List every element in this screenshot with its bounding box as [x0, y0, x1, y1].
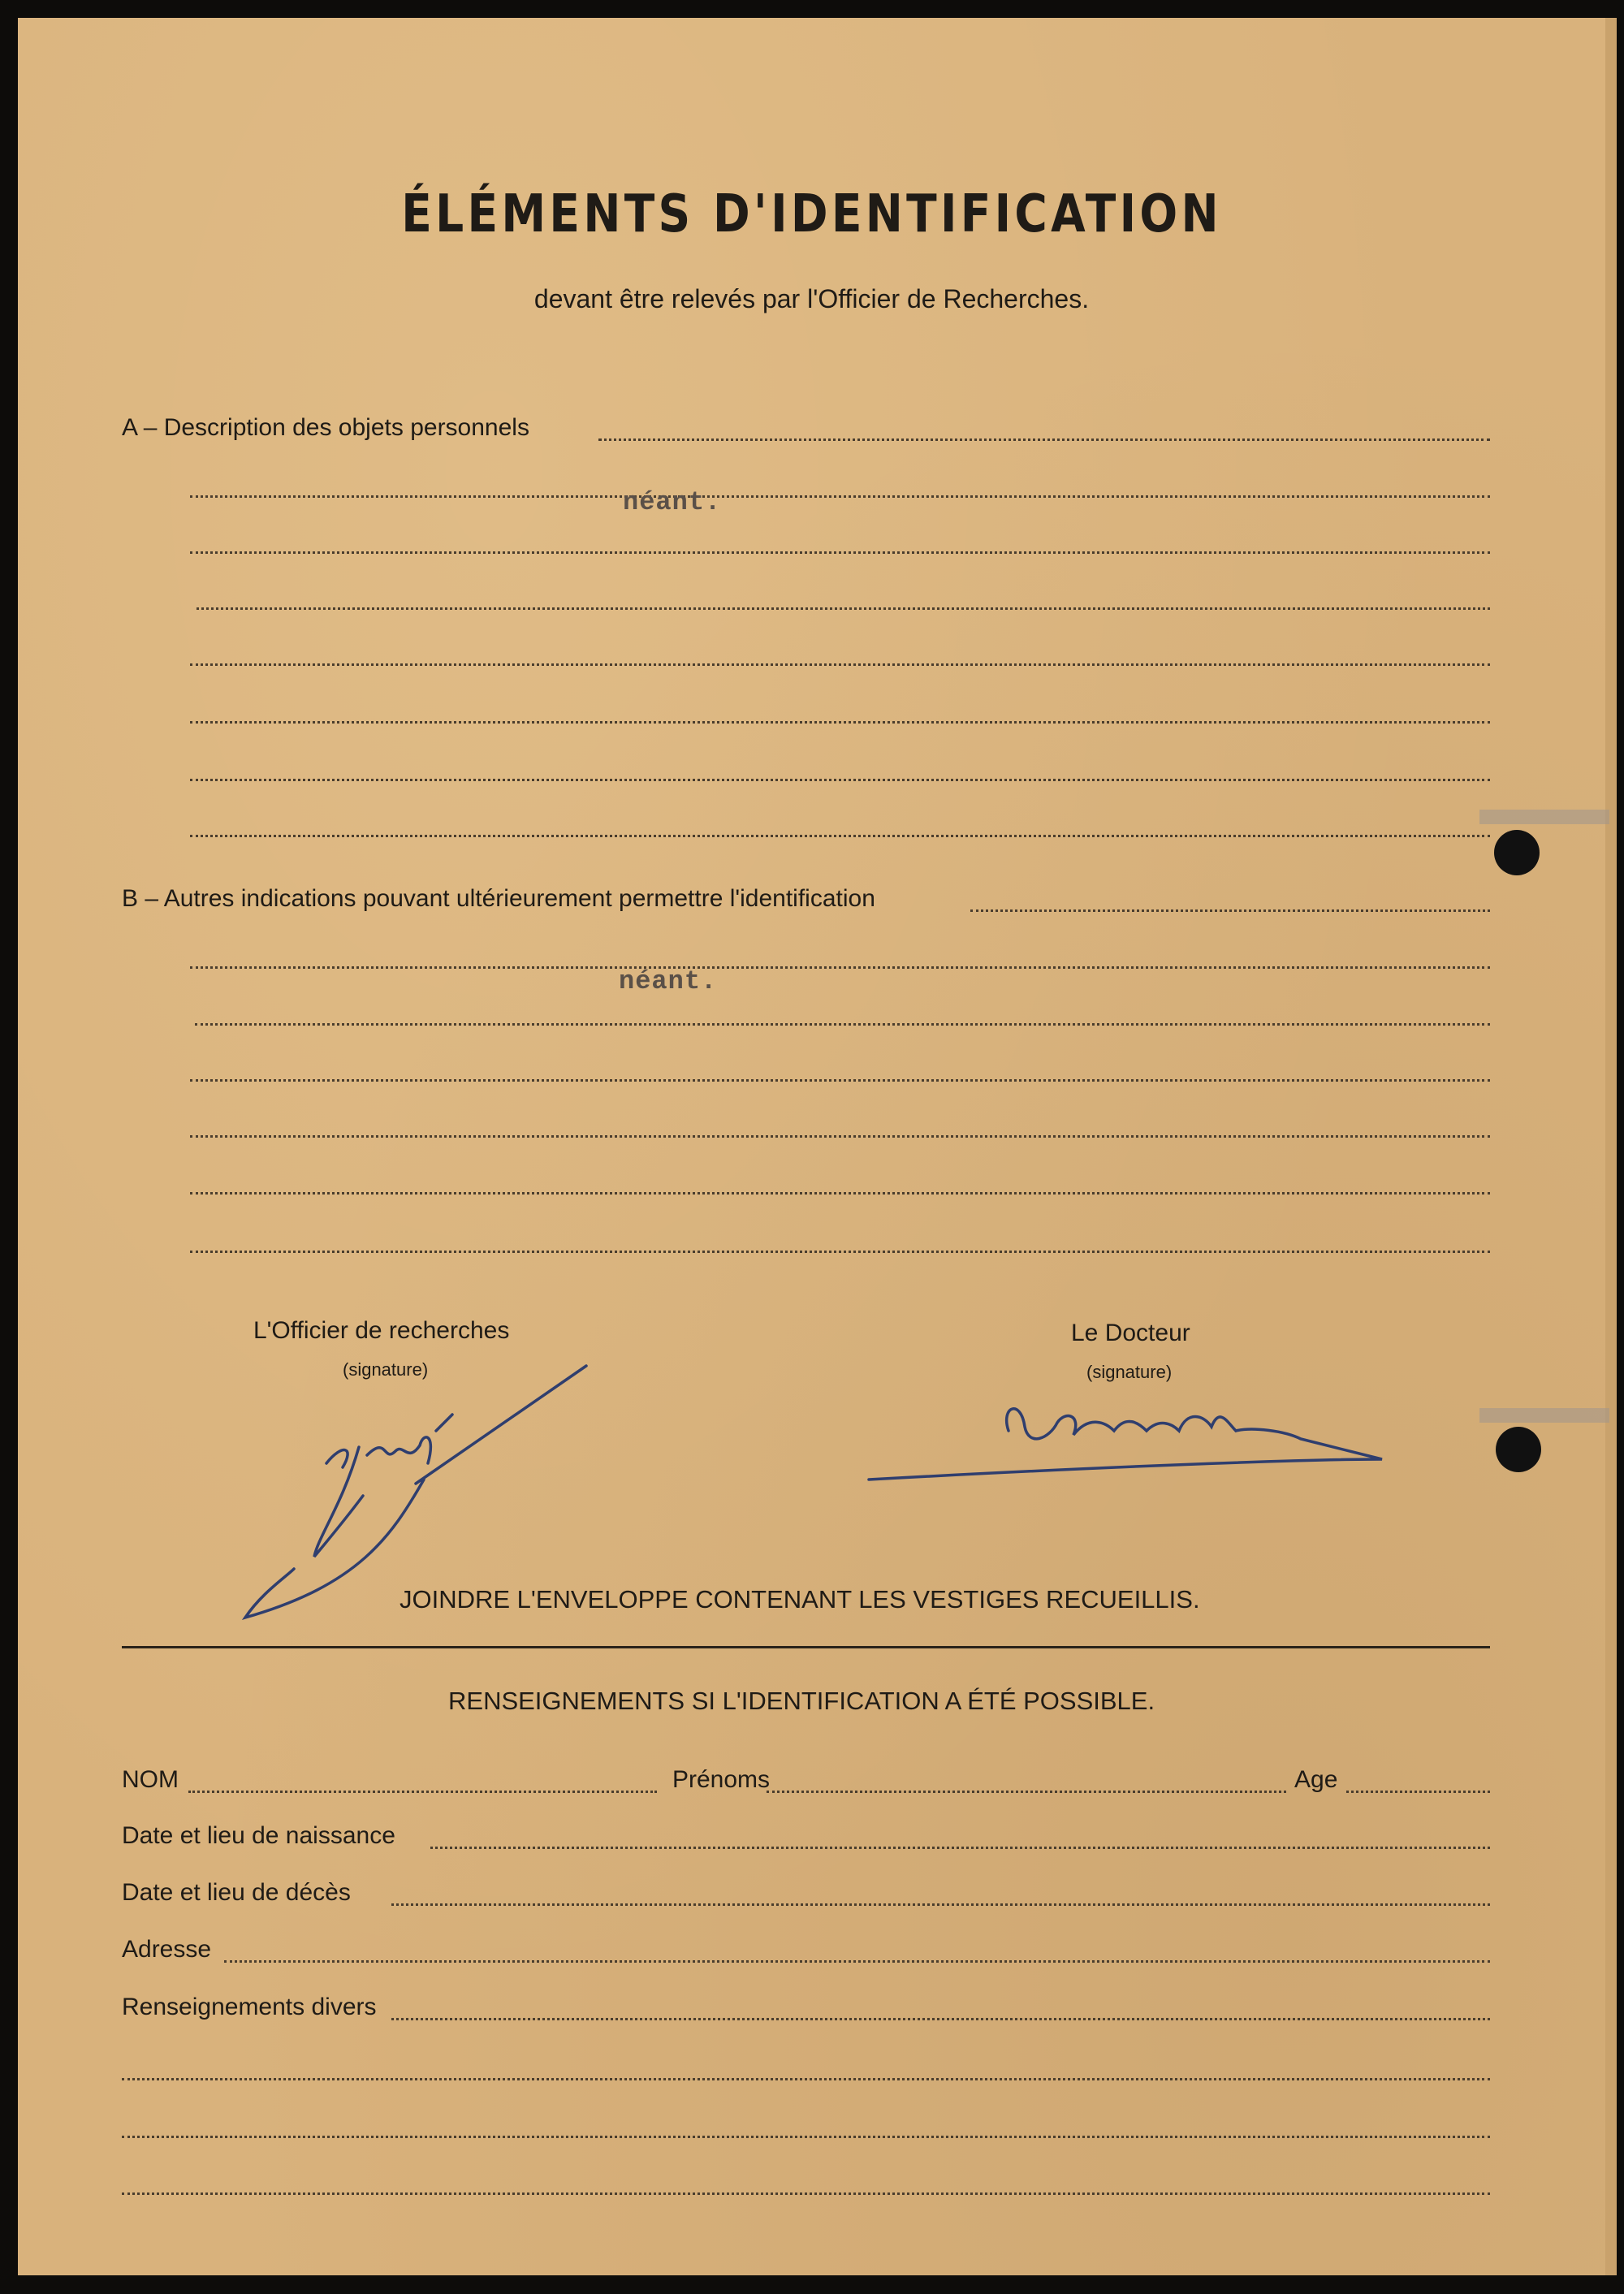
punch-hole-top [1494, 830, 1540, 875]
section-divider [122, 1646, 1490, 1648]
section-b-label: B – Autres indications pouvant ultérieurement permettre l'identification [122, 885, 875, 912]
officer-signature-title: L'Officier de recherches [253, 1317, 510, 1344]
divers-label: Renseignements divers [122, 1994, 377, 2020]
doctor-signature-note: (signature) [1086, 1362, 1173, 1382]
officer-signature-scribble [221, 1350, 611, 1626]
doctor-signature-title: Le Docteur [1071, 1320, 1190, 1346]
divers-field-line-2[interactable] [122, 2078, 1490, 2080]
section-a-line-7[interactable] [190, 779, 1490, 781]
section-a-line-1[interactable] [598, 438, 1490, 441]
section-a-line-8[interactable] [190, 835, 1490, 837]
section-b-line-2[interactable] [190, 966, 1490, 969]
section-a-line-2[interactable] [190, 495, 1490, 498]
clip-mark-bottom [1479, 1408, 1609, 1423]
deces-field[interactable] [391, 1903, 1490, 1906]
section-a-label: A – Description des objets personnels [122, 414, 529, 441]
clip-mark-top [1479, 810, 1609, 824]
section-a-line-3[interactable] [190, 551, 1490, 554]
section-b-line-4[interactable] [190, 1079, 1490, 1082]
section-a-line-4[interactable] [197, 607, 1490, 610]
punch-hole-bottom [1496, 1427, 1541, 1472]
officer-signature-note: (signature) [343, 1359, 429, 1380]
divers-field-line-3[interactable] [122, 2136, 1490, 2138]
divers-field-line-4[interactable] [122, 2192, 1490, 2195]
age-label: Age [1294, 1766, 1338, 1793]
section-b-typed-value: néant. [619, 966, 718, 996]
divers-field-line-1[interactable] [391, 2018, 1490, 2020]
nom-label: NOM [122, 1766, 179, 1793]
prenoms-label: Prénoms [672, 1766, 771, 1793]
section-a-line-5[interactable] [190, 663, 1490, 666]
form-subtitle: devant être relevés par l'Officier de Recherches. [533, 284, 1090, 313]
section-b-line-3[interactable] [195, 1023, 1490, 1026]
identification-heading: RENSEIGNEMENTS SI L'IDENTIFICATION A ÉTÉ POSSIBLE. [448, 1687, 1155, 1715]
section-a-line-6[interactable] [190, 721, 1490, 724]
section-b-line-1[interactable] [970, 909, 1490, 912]
age-field[interactable] [1346, 1791, 1490, 1793]
section-b-line-7[interactable] [190, 1251, 1490, 1253]
naissance-field[interactable] [430, 1847, 1490, 1849]
nom-field[interactable] [188, 1791, 657, 1793]
section-b-line-5[interactable] [190, 1135, 1490, 1138]
section-a-typed-value: néant. [623, 487, 722, 517]
section-b-line-6[interactable] [190, 1192, 1490, 1195]
envelope-instruction: JOINDRE L'ENVELOPPE CONTENANT LES VESTIGES RECUEILLIS. [400, 1585, 1200, 1614]
naissance-label: Date et lieu de naissance [122, 1822, 395, 1849]
deces-label: Date et lieu de décès [122, 1879, 351, 1906]
adresse-label: Adresse [122, 1936, 212, 1963]
adresse-field[interactable] [224, 1960, 1490, 1963]
form-sheet [18, 18, 1617, 2275]
form-title: ÉLÉMENTS D'IDENTIFICATION [401, 184, 1222, 244]
prenoms-field[interactable] [767, 1791, 1286, 1793]
doctor-signature-scribble [846, 1366, 1415, 1496]
